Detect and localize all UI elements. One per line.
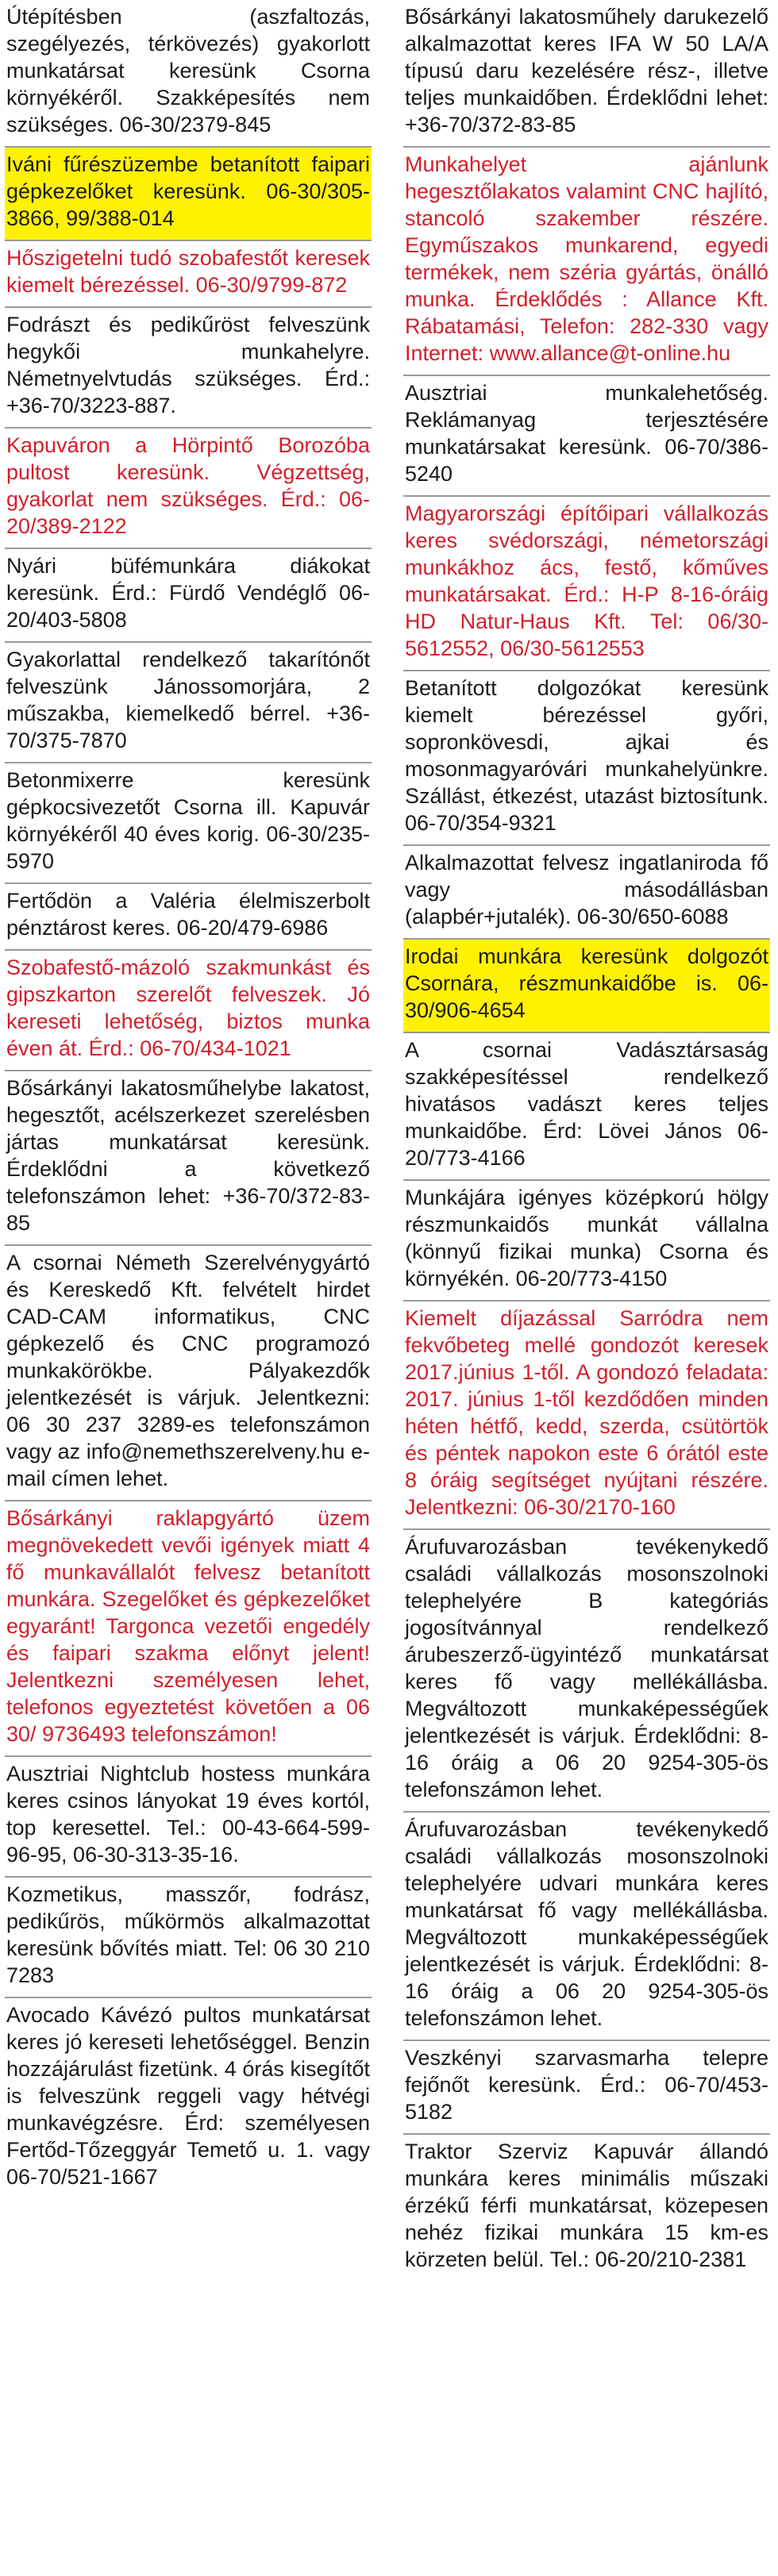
- classified-ad: Kozmetikus, masszőr, fodrász, pedikűrös, műkörmös alkalmazottat keresünk bővítés miatt. Tel: 06 30 210 7283: [5, 1878, 372, 1998]
- classified-ad: Bősárkányi lakatosműhely darukezelő alkalmazottat keres IFA W 50 LA/A típusú daru kezelésére rész-, illetve teljes munkaidőben. Érdeklődni lehet: +36-70/372-83-85: [403, 0, 770, 148]
- classified-ad: Ausztriai munkalehetőség. Reklámanyag terjesztésére munkatársakat keresünk. 06-70/386-5240: [403, 376, 770, 497]
- classified-ad: Alkalmazottat felvesz ingatlaniroda fő vagy másodállásban (alapbér+jutalék). 06-30/650-6088: [403, 846, 770, 940]
- left-column: [5, 0, 372, 2198]
- classified-ad: Iváni fűrészüzembe betanított faipari gépkezelőket keresünk. 06-30/305-3866, 99/388-014: [5, 148, 372, 241]
- classified-ad: Nyári büfémunkára diákokat keresünk. Érd.: Fürdő Vendéglő 06-20/403-5808: [5, 549, 372, 643]
- classified-ad: Fodrászt és pedikűröst felveszünk hegykői munkahelyre. Németnyelvtudás szükséges. Érd.: +36-70/3223-887.: [5, 308, 372, 429]
- classified-ad: Kapuváron a Hörpintő Borozóba pultost keresünk. Végzettség, gyakorlat nem szükséges. Érd.: 06-20/389-2122: [5, 429, 372, 549]
- classified-ad: Bősárkányi lakatosműhelybe lakatost, hegesztőt, acélszerkezet szerelésben jártas munkatársat keresünk. Érdeklődni a következő telefonszámon lehet: +36-70/372-83-85: [5, 1071, 372, 1246]
- classified-ad: Munkahelyet ajánlunk hegesztőlakatos valamint CNC hajlító, stancoló szakember részére. Egyműszakos munkarend, egyedi termékek, nem széria gyártás, önálló munka. Érdeklődés : Allance Kft. Rábatamási, Telefon: 282-330 vagy Internet: www.allance@t-online.hu: [403, 148, 770, 376]
- classified-ad: Magyarországi építőipari vállalkozás keres svédországi, németországi munkákhoz ács, festő, kőműves munkatársakat. Érd.: H-P 8-16-óráig HD Natur-Haus Kft. Tel: 06/30-5612552, 06/30-5612553: [403, 497, 770, 671]
- classified-ad: Irodai munkára keresünk dolgozót Csornára, részmunkaidőbe is. 06-30/906-4654: [403, 940, 770, 1033]
- classified-ad: Árufuvarozásban tevékenykedő családi vállalkozás mosonszolnoki telephelyére udvari munkára keres munkatársat fő vagy mellékállásba. Megváltozott munkaképességűek jelentkezését is várjuk. Érdeklődni: 8-16 óráig a 06 20 9254-305-ös telefonszámon lehet.: [403, 1813, 770, 2041]
- classified-ad: Betanított dolgozókat keresünk kiemelt bérezéssel győri, sopronkövesdi, ajkai és mosonmagyaróvári munkahelyünkre. Szállást, étkezést, utazást biztosítunk. 06-70/354-9321: [403, 671, 770, 846]
- classified-ad: Betonmixerre keresünk gépkocsivezetőt Csorna ill. Kapuvár környékéről 40 éves korig. 06-30/235-5970: [5, 763, 372, 884]
- classified-ad: Avocado Kávézó pultos munkatársat keres jó kereseti lehetőséggel. Benzin hozzájárulást fizetünk. 4 órás kisegítőt is felveszünk reggeli vagy hétvégi munkavégzésre. Érd: személyesen Fertőd-Tőzeggyár Temető u. 1. vagy 06-70/521-1667: [6, 2003, 370, 2189]
- classified-ad: Gyakorlattal rendelkező takarítónőt felveszünk Jánossomorjára, 2 műszakba, kiemelkedő bérrel. +36-70/375-7870: [5, 643, 372, 763]
- classified-ad: Traktor Szerviz Kapuvár állandó munkára keres minimális műszaki érzékű férfi munkatársat, közepesen nehéz fizikai munkára 15 km-es körzeten belül. Tel.: 06-20/210-2381: [405, 2140, 768, 2271]
- classified-ad: Szobafestő-mázoló szakmunkást és gipszkarton szerelőt felveszek. Jó kereseti lehetőség, biztos munka éven át. Érd.: 06-70/434-1021: [5, 951, 372, 1071]
- classified-ad: A csornai Vadásztársaság szakképesítéssel rendelkező hivatásos vadászt keres teljes munkaidőbe. Érd: Lövei János 06-20/773-4166: [403, 1033, 770, 1181]
- classified-ad: Hőszigetelni tudó szobafestőt keresek kiemelt bérezéssel. 06-30/9799-872: [5, 241, 372, 308]
- classified-ad: Kiemelt díjazással Sarródra nem fekvőbeteg mellé gondozót keresek 2017.június 1-től. A gondozó feladata: 2017. június 1-től kezdődően minden héten hétfő, kedd, szerda, csütörtök és péntek napokon este 6 órától este 8 óráig segítséget nyújtani részére. Jelentkezni: 06-30/2170-160: [403, 1301, 770, 1530]
- right-column: [403, 0, 770, 2281]
- classified-ad: Bősárkányi raklapgyártó üzem megnövekedett vevői igények miatt 4 fő munkavállalót felvesz betanított munkára. Szegelőket és gépkezelőket egyaránt! Targonca vezetői engedély és faipari szakma előnyt jelent! Jelentkezni személyesen lehet, telefonos egyeztetést követően a 06 30/ 9736493 telefonszámon!: [5, 1501, 372, 1757]
- classified-ad: Ausztriai Nightclub hostess munkára keres csinos lányokat 19 éves kortól, top keresettel. Tel.: 00-43-664-599-96-95, 06-30-313-35-16.: [5, 1757, 372, 1878]
- classified-ad: Munkájára igényes középkorú hölgy részmunkaidős munkát vállalna (könnyű fizikai munka) Csorna és környékén. 06-20/773-4150: [403, 1181, 770, 1301]
- classified-ad: Útépítésben (aszfaltozás, szegélyezés, térkövezés) gyakorlott munkatársat keresünk Csorna környékéről. Szakképesítés nem szükséges. 06-30/2379-845: [5, 0, 372, 148]
- classified-ad: Veszkényi szarvasmarha telepre fejőnőt keresünk. Érd.: 06-70/453-5182: [403, 2041, 770, 2135]
- classified-ad: Fertődön a Valéria élelmiszerbolt pénztárost keres. 06-20/479-6986: [5, 884, 372, 951]
- classified-ad: Árufuvarozásban tevékenykedő családi vállalkozás mosonszolnoki telephelyére B kategóriás jogosítvánnyal rendelkező árubeszerző-ügyintéző munkatársat keres fő vagy mellékállásba. Megváltozott munkaképességűek jelentkezését is várjuk. Érdeklődni: 8-16 óráig a 06 20 9254-305-ös telefonszámon lehet.: [403, 1530, 770, 1813]
- classified-ad: A csornai Németh Szerelvénygyártó és Kereskedő Kft. felvételt hirdet CAD-CAM informatikus, CNC gépkezelő és CNC programozó munkakörökbe. Pályakezdők jelentkezését is várjuk. Jelentkezni: 06 30 237 3289-es telefonszámon vagy az info@nemethszerelveny.hu e-mail címen lehet.: [5, 1246, 372, 1501]
